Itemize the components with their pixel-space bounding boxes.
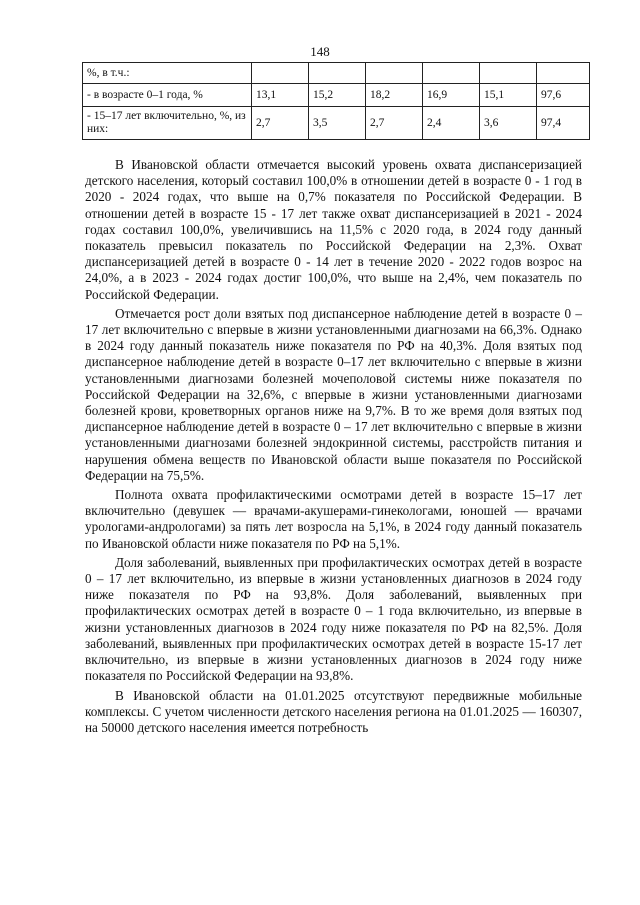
- table-cell: [423, 63, 480, 84]
- table-row: [83, 84, 590, 107]
- statistics-table: [82, 62, 590, 140]
- table-cell: 13,1: [252, 84, 309, 107]
- table-cell: 15,2: [309, 84, 366, 107]
- table-cell: [537, 63, 590, 84]
- table-cell: 3,5: [309, 107, 366, 140]
- row-label: - в возрасте 0–1 года, %: [83, 84, 252, 107]
- table-row: [83, 107, 590, 140]
- paragraph-preventive-exams: Полнота охвата профилактическими осмотрами детей в возрасте 15–17 лет включительно (девушек — врачами-акушерами-гинекологами, юношей — врачами урологами-андрологами) за пять лет возросла на 5,1%, в 2024 году данный показатель по Ивановской области ниже показателя по РФ на 5,1%.: [85, 487, 582, 551]
- paragraph-dispensarization-coverage: В Ивановской области отмечается высокий уровень охвата диспансеризацией детского населения, который составил 100,0% в отношении детей в возрасте 0 - 1 год в 2020 - 2024 годах, что выше на 0,7% показателя по Российской Федерации. В отношении детей в возрасте 15 - 17 лет также охват диспансеризацией в 2021 - 2024 годах составил 100,0%, увеличившись на 11,5% с 2020 года, в 2024 году данный показатель превысил показатель по Российской Федерации на 2,3%. Охват диспансеризацией детей в возрасте 0 - 14 лет в течение 2020 - 2022 годов возрос на 24,0%, а в 2023 - 2024 годах достиг 100,0%, что выше на 2,4%, чем показатель по Российской Федерации.: [85, 157, 582, 302]
- page-number: 148: [310, 44, 330, 59]
- table-cell: [309, 63, 366, 84]
- table-cell: [252, 63, 309, 84]
- table-cell: 2,7: [252, 107, 309, 140]
- row-label: - 15–17 лет включительно, %, из них:: [83, 107, 252, 140]
- body-text: [85, 157, 582, 739]
- paragraph-dispensary-observation: Отмечается рост доли взятых под диспансерное наблюдение детей в возрасте 0 – 17 лет включительно с впервые в жизни установленными диагнозами на 66,3%. Однако в 2024 году данный показатель ниже показателя по РФ на 40,3%. Доля взятых под диспансерное наблюдение детей в возрасте 0–17 лет включительно с впервые в жизни установленными диагнозами болезней мочеполовой системы ниже показателя по Российской Федерации на 32,6%, с впервые в жизни установленными диагнозами болезней крови, кроветворных органов ниже на 9,7%. В то же время доля взятых под диспансерное наблюдение детей в возрасте 0 – 17 лет включительно с впервые в жизни установленными диагнозами болезней эндокринной системы, расстройств питания и нарушения обмена веществ по Ивановской области выше показателя по Российской Федерации на 75,5%.: [85, 305, 582, 483]
- table-row: [83, 63, 590, 84]
- table-cell: 18,2: [366, 84, 423, 107]
- table-cell: 97,6: [537, 84, 590, 107]
- row-label: %, в т.ч.:: [83, 63, 252, 84]
- table-cell: [366, 63, 423, 84]
- table-cell: 97,4: [537, 107, 590, 140]
- table-cell: 2,7: [366, 107, 423, 140]
- table-cell: 2,4: [423, 107, 480, 140]
- table-cell: [480, 63, 537, 84]
- paragraph-detected-diseases: Доля заболеваний, выявленных при профилактических осмотрах детей в возрасте 0 – 17 лет включительно, из впервые в жизни установленных диагнозов в 2024 году ниже показателя по РФ на 93,8%. Доля заболеваний, выявленных при профилактических осмотрах детей в возрасте 0 – 1 года включительно, из впервые в жизни установленных диагнозов в 2024 году ниже показателя по РФ на 82,5%. Доля заболеваний, выявленных при профилактических осмотрах детей в возрасте 15-17 лет включительно, из впервые в жизни установленных диагнозов в 2024 году ниже показателя по Российской Федерации на 93,8%.: [85, 554, 582, 684]
- table-cell: 3,6: [480, 107, 537, 140]
- table-cell: 15,1: [480, 84, 537, 107]
- table-cell: 16,9: [423, 84, 480, 107]
- paragraph-mobile-complexes: В Ивановской области на 01.01.2025 отсутствуют передвижные мобильные комплексы. С учетом численности детского населения региона на 01.01.2025 — 160307, на 50000 детского населения имеется потребность: [85, 687, 582, 735]
